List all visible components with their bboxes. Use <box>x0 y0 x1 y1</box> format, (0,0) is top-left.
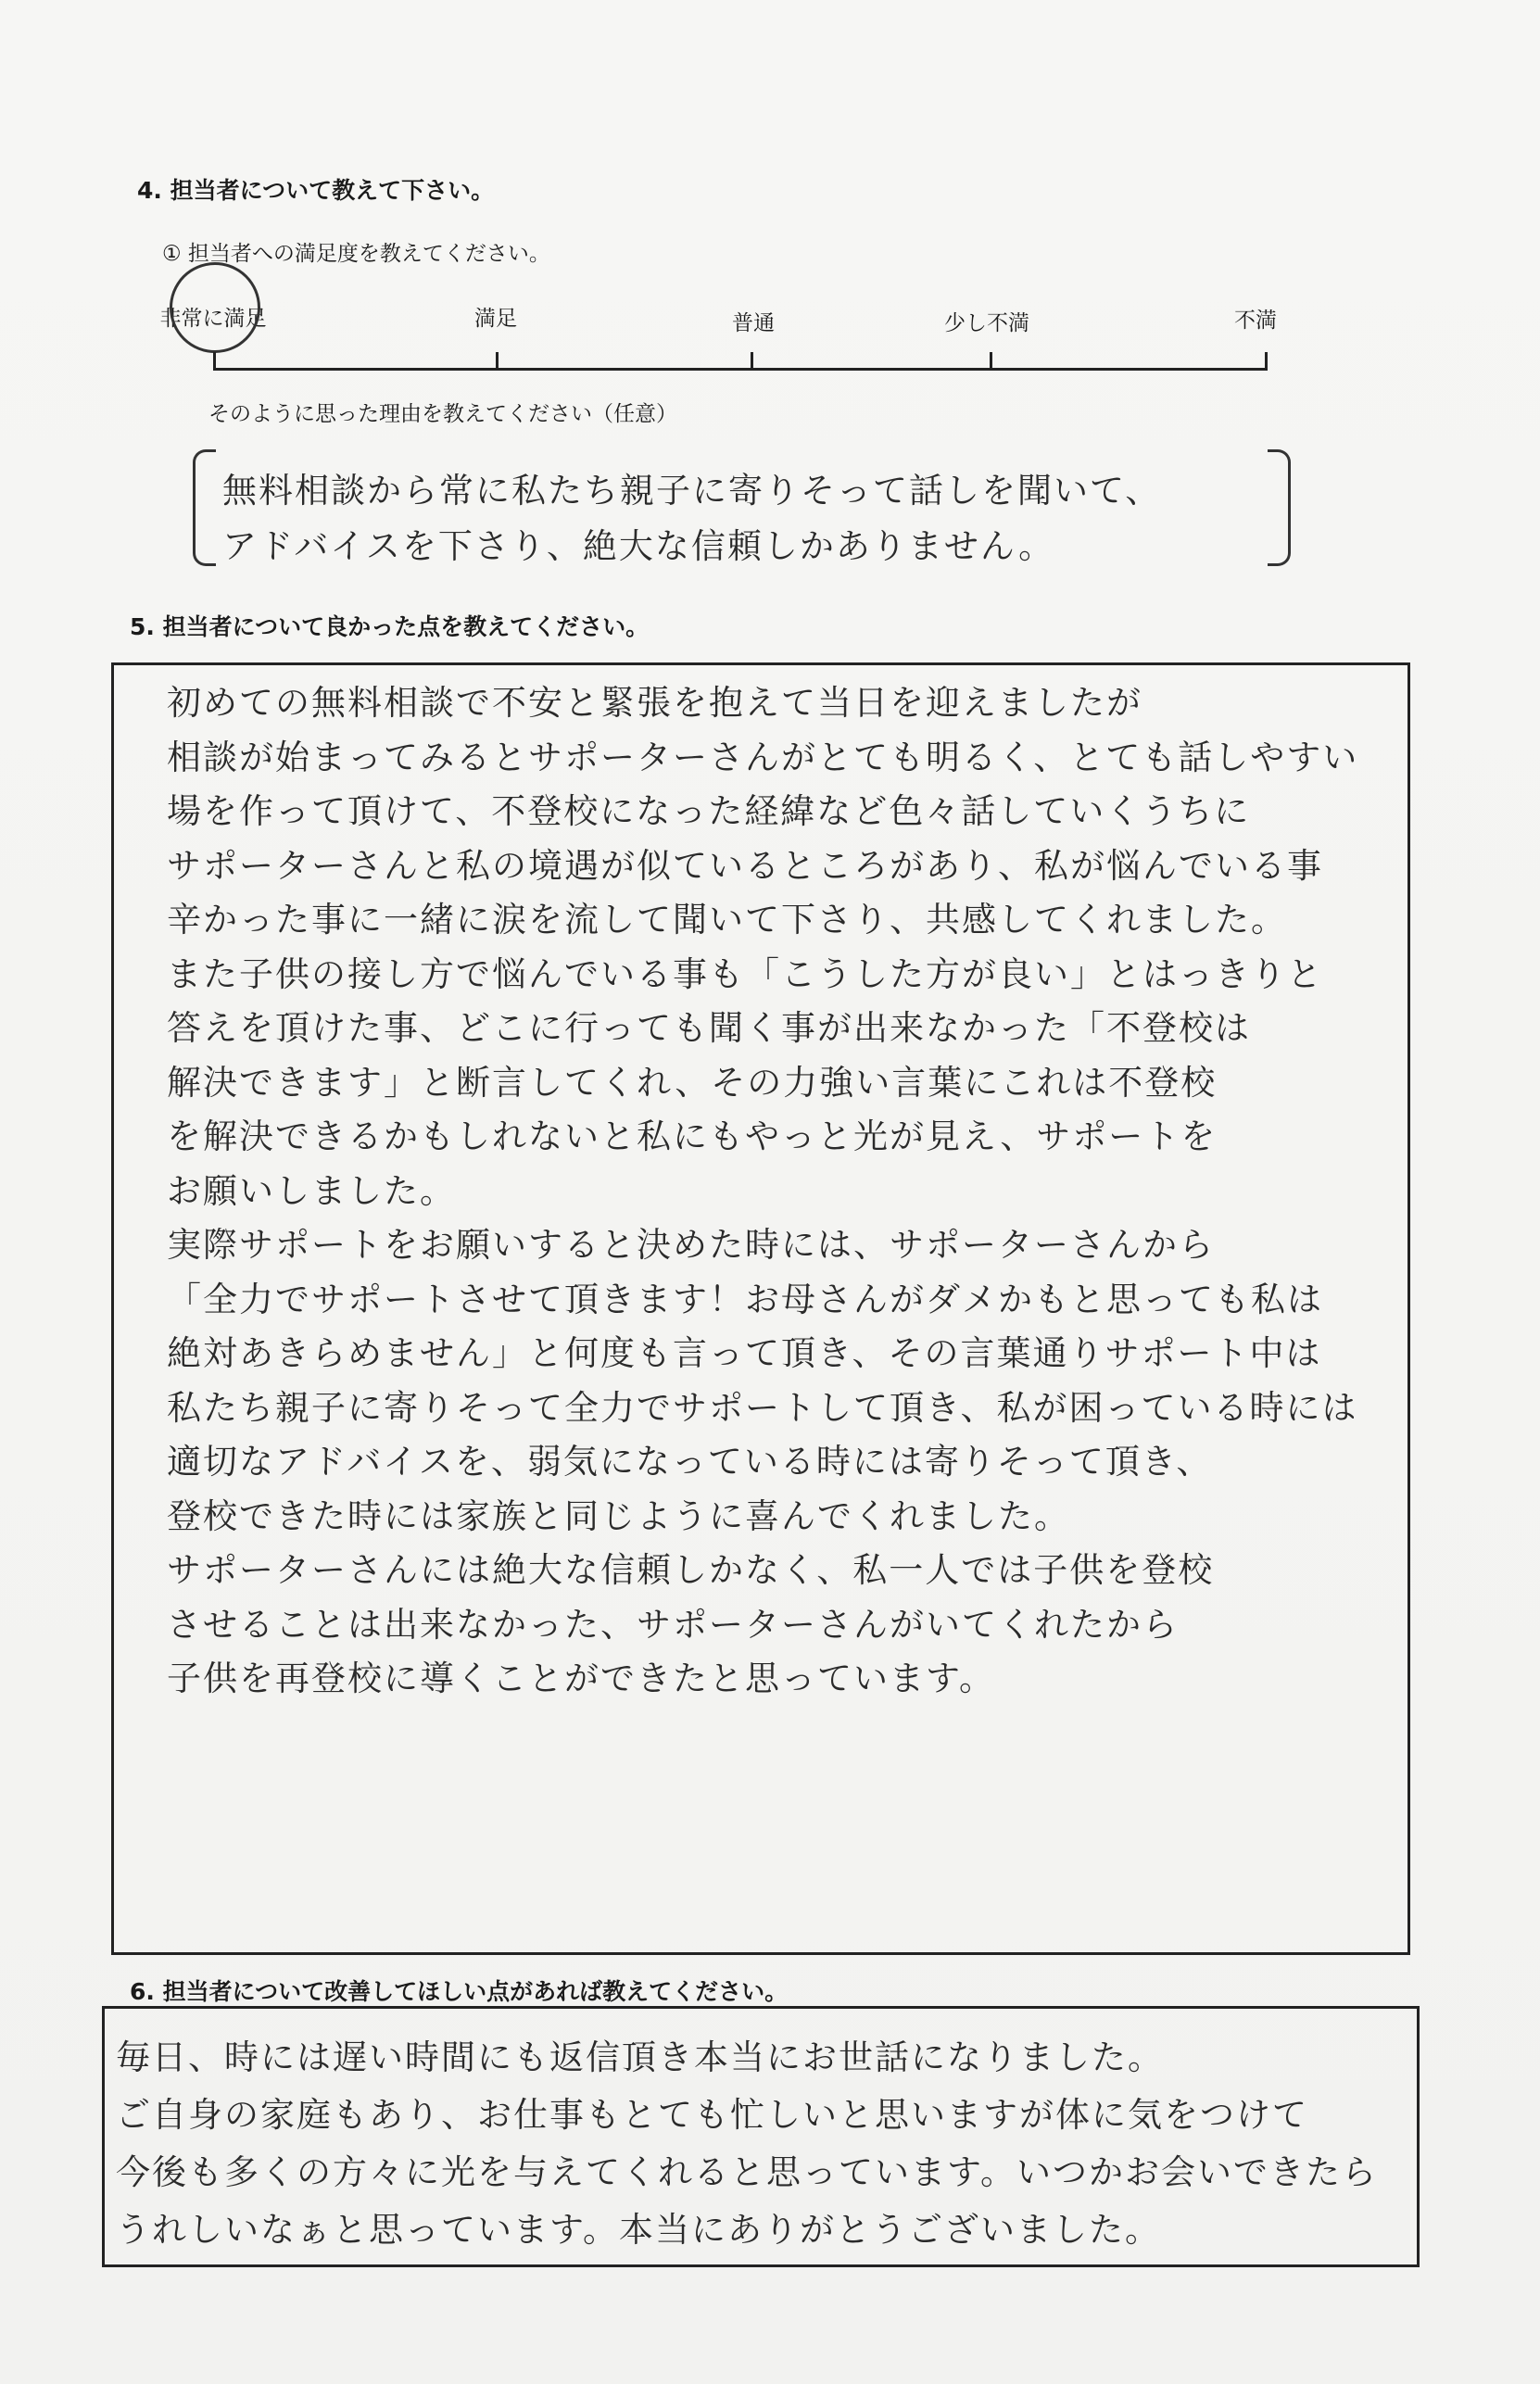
q5-line: 適切なアドバイスを、弱気になっている時には寄りそって頂き、 <box>167 1442 1213 1482</box>
scale-tick <box>990 352 992 371</box>
q6-line: 毎日、時には遅い時間にも返信頂き本当にお世話になりました。 <box>116 2037 1164 2077</box>
q5-line: 登校できた時には家族と同じように喜んでくれました。 <box>167 1495 1070 1536</box>
q5-line: 場を作って頂けて、不登校になった経緯など色々話していくうちに <box>167 791 1251 831</box>
q5-line: お願いしました。 <box>167 1170 456 1211</box>
q5-line: サポーターさんには絶大な信頼しかなく、私一人では子供を登校 <box>167 1550 1215 1590</box>
reason-bracket-right <box>1268 449 1291 566</box>
scale-label-neutral: 普通 <box>732 311 775 335</box>
q5-line: させることは出来なかった、サポーターさんがいてくれたから <box>167 1604 1179 1645</box>
scale-tick <box>213 352 216 371</box>
q5-line: また子供の接し方で悩んでいる事も「こうした方が良い」とはっきりと <box>167 953 1323 994</box>
q6-handwritten-text <box>116 2029 1378 2259</box>
reason-handwritten-text <box>222 463 1161 574</box>
q4-sub-question: ① 担当者への満足度を教えてください。 <box>162 242 550 266</box>
q5-line: 答えを頂けた事、どこに行っても聞く事が出来なかった「不登校は <box>167 1008 1251 1048</box>
selected-choice-circle <box>161 254 269 361</box>
q5-line: 相談が始まってみるとサポーターさんがとても明るく、とても話しやすい <box>167 737 1359 777</box>
scale-tick <box>496 352 499 371</box>
q6-line: ご自身の家庭もあり、お仕事もとても忙しいと思いますが体に気をつけて <box>116 2095 1308 2135</box>
q5-line: 初めての無料相談で不安と緊張を抱えて当日を迎えましたが <box>167 683 1142 723</box>
scale-tick <box>1265 352 1268 371</box>
q5-line: 絶対あきらめません」と何度も言って頂き、その言葉通りサポート中は <box>167 1333 1322 1373</box>
q5-handwritten-text <box>167 676 1358 1707</box>
scale-label-very-satisfied: 非常に満足 <box>159 307 267 331</box>
reason-bracket-left <box>193 449 216 566</box>
scale-label-dissatisfied: 不満 <box>1234 309 1277 333</box>
q5-line: サポーターさんと私の境遇が似ているところがあり、私が悩んでいる事 <box>167 845 1323 886</box>
reason-line: 無料相談から常に私たち親子に寄りそって話しを聞いて、 <box>222 471 1162 511</box>
scale-tick <box>751 352 753 371</box>
q5-line: 子供を再登校に導くことができたと思っています。 <box>167 1659 996 1698</box>
q6-line: うれしいなぁと思っています。本当にありがとうございました。 <box>116 2210 1162 2250</box>
scale-label-slightly-dissatisfied: 少し不満 <box>944 311 1029 335</box>
q4-heading: 4. 担当者について教えて下さい。 <box>137 177 495 204</box>
q5-line: 実際サポートをお願いすると決めた時には、サポーターさんから <box>167 1225 1215 1265</box>
q5-heading: 5. 担当者について良かった点を教えてください。 <box>130 613 650 640</box>
satisfaction-scale-line <box>213 368 1268 371</box>
reason-line: アドバイスを下さり、絶大な信頼しかありません。 <box>222 526 1055 566</box>
q5-line: 解決できます」と断言してくれ、その力強い言葉にこれは不登校 <box>167 1062 1218 1103</box>
q5-line: 辛かった事に一緒に涙を流して聞いて下さり、共感してくれました。 <box>167 900 1287 940</box>
reason-prompt: そのように思った理由を教えてください（任意） <box>208 402 677 426</box>
q5-line: 「全力でサポートさせて頂きます！お母さんがダメかもと思っても私は <box>167 1279 1323 1319</box>
q6-heading: 6. 担当者について改善してほしい点があれば教えてください。 <box>130 1978 789 2005</box>
scale-label-satisfied: 満足 <box>474 307 517 331</box>
q5-line: 私たち親子に寄りそって全力でサポートして頂き、私が困っている時には <box>167 1387 1358 1428</box>
q5-line: を解決できるかもしれないと私にもやっと光が見え、サポートを <box>167 1116 1218 1156</box>
q6-line: 今後も多くの方々に光を与えてくれると思っています。いつかお会いできたら <box>116 2152 1379 2192</box>
